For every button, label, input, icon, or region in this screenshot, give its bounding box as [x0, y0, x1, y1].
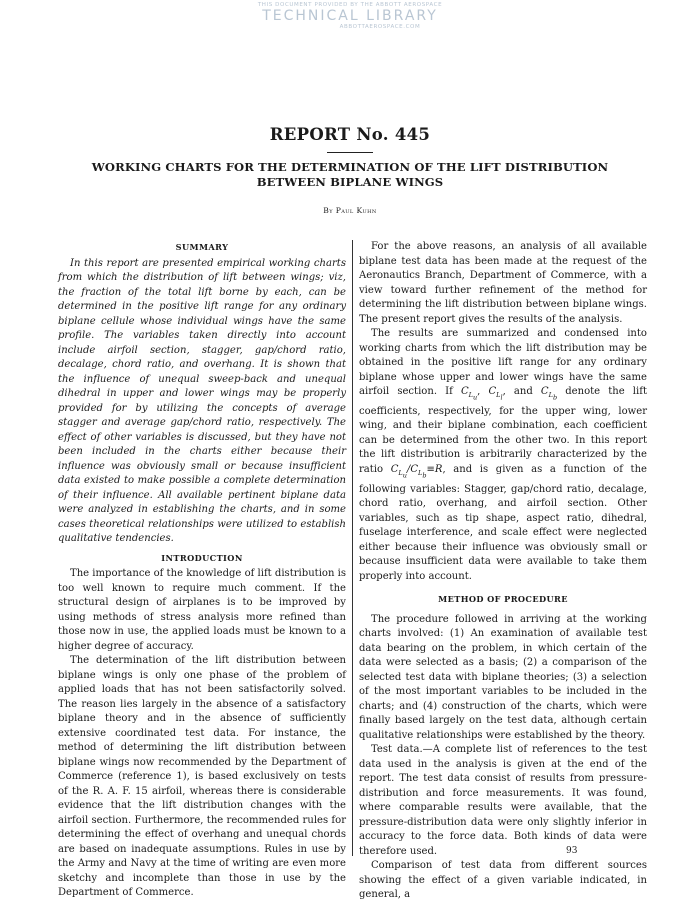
method-paragraph-3: Comparison of test data from different sources showing the effect of a given variable indicated, in general, a — [359, 860, 647, 901]
para4-text-3: denote the lift coefficients, respectively, for the upper wing, lower wing, and their biplane combination, each coefficient can be determined from the other two. In this report the lift distribution is arbitrarily characterized by the ratio — [359, 386, 647, 475]
introduction-heading: INTRODUCTION — [161, 552, 243, 563]
method-paragraph-1: The procedure followed in arriving at the working charts involved: (1) An examination of available test data bearing on the problem, in which certain of the data were selected as a basis; (2) a comparison of the selected test data with biplane theories; (3) a selection of the most important variables to be included in the charts; and (4) construction of the charts, which were finally based largely on the test data, although certain qualitative relationships were established by the theory. — [359, 613, 647, 741]
author-byline: By Paul Kuhn — [323, 206, 377, 215]
watermark-url: ABBOTTAEROSPACE.COM — [339, 24, 421, 30]
test-data-text: —A complete list of references to the test data used in the analysis is given at the end of the report. The test data consist of results from pressure-distribution and force measurements. It was found, where comparable results were available, that the pressure-distribution data were only slightly inferior in accuracy to the force data. Both kinds of data were therefore used. — [359, 744, 647, 857]
column-divider — [352, 240, 353, 856]
watermark-library-name: TECHNICAL LIBRARY — [262, 8, 438, 24]
intro-paragraph-2: The determination of the lift distribution between biplane wings is only one phase of the problem of applied loads that has not been satisfactorily solved. The reason lies largely in the absence of a satisfactory biplane theory and in the absence of sufficiently extensive coordinated test data. For instance, the method of determining the lift distribution between biplane wings now recommended by the Department of Commerce (reference 1), is based exclusively on tests of the R. A. F. 15 airfoil, whereas there is considerable evidence that the lift distribution changes with the airfoil section. Furthermore, the recommended rules for determining the effect of overhang and unequal chords are based on inadequate assumptions. Rules in use by the Army and Navy at the time of writing are even more sketchy and incomplete than those in use by the Department of Commerce. — [58, 655, 346, 898]
left-column — [58, 238, 346, 901]
coef-upper: $C_{L_u}$ — [460, 386, 478, 402]
intro-paragraph-3: For the above reasons, an analysis of all available biplane test data has been made at the request of the Aeronautics Branch, Department of Commerce, with a view toward further refinement of the method for determining the lift distribution between biplane wings. The present report gives the results of the analysis. — [359, 241, 647, 325]
para4-text-4: , and is given as a function of the following variables: Stagger, gap/chord ratio, decalage, chord ratio, overhang, and airfoil section. Other variables, such as tip shape, aspect ratio, dihedral, fuselage interference, and scale effect were neglected either because their influence was obviously small or because insufficient data were available to take them properly into account. — [359, 463, 647, 582]
method-paragraph-2 — [359, 743, 647, 859]
intro-paragraph-4: The results are summarized and condensed into working charts from which the lift distribution may be obtained in the positive lift range for any ordinary biplane whose upper and lower wings have the same airfoil section. If $C_{L_u}$, $C_{L_l}$, and $C_{L_b}$ denote the lift coefficients, respectively, for the upper wing, lower wing, and their biplane combination, each coefficient can be determined from the other two. In this report the lift distribution is arbitrarily characterized by the ratio $C_{L_u}/C_{L_b}\equiv R$, and is given as a function of the following variables: Stagger, gap/chord ratio, decalage, chord ratio, overhang, and airfoil section. Other variables, such as tip shape, aspect ratio, dihedral, fuselage interference, and scale effect were neglected either because their influence was obviously small or because insufficient data were available to take them properly into account. — [359, 328, 647, 582]
report-title — [0, 160, 700, 190]
ratio-formula: $C_{L_u}/C_{L_b}\equiv R$ — [390, 463, 443, 480]
library-watermark — [0, 2, 700, 31]
report-number: REPORT No. 445 — [269, 125, 431, 144]
title-rule — [327, 152, 373, 153]
coef-lower: $C_{L_l}$ — [488, 386, 503, 402]
intro-paragraph-1: The importance of the knowledge of lift distribution is too well known to require much comment. If the structural design of airplanes is to be improved by using methods of stress analysis more refined than those now in use, the applied loads must be known to a higher degree of accuracy. — [58, 568, 346, 652]
summary-paragraph: In this report are presented empirical working charts from which the distribution of lift between wings; viz, the fraction of the total lift borne by each, can be determined in the positive lift range for any ordinary biplane cellule whose individual wings have the same profile. The variables taken directly into account include airfoil section, stagger, gap/chord ratio, decalage, chord ratio, and overhang. It is shown that the influence of unequal sweep-back and unequal dihedral in upper and lower wings may be properly provided for by utilizing the concepts of average stagger and average gap/chord ratio, respectively. The effect of other variables is discussed, but they have not been included in the charts either because their influence was obviously small or because insufficient data existed to make possible a complete determination of their influence. All available pertinent biplane data were analyzed in establishing the charts, and in some cases theoretical relationships were utilized to establish qualitative tendencies. — [58, 257, 346, 544]
report-title-line-2: BETWEEN BIPLANE WINGS — [256, 175, 444, 189]
right-column — [359, 240, 647, 903]
watermark-provider-line: THIS DOCUMENT PROVIDED BY THE ABBOTT AEROSPACE — [257, 2, 443, 8]
summary-heading: SUMMARY — [175, 242, 229, 252]
page-number: 93 — [566, 846, 578, 856]
coef-biplane: $C_{L_b}$ — [540, 386, 558, 402]
para4-text-2: , and — [502, 386, 541, 397]
method-heading: METHOD OF PROCEDURE — [438, 594, 568, 605]
test-data-runin: Test data. — [371, 744, 423, 756]
report-title-line-1: WORKING CHARTS FOR THE DETERMINATION OF THE LIFT DISTRIBUTION — [91, 160, 609, 174]
para4-text-1: The results are summarized and condensed into working charts from which the lift distribution may be obtained in the positive lift range for any ordinary biplane whose upper and lower wings have the same airfoil section. If — [359, 328, 647, 397]
